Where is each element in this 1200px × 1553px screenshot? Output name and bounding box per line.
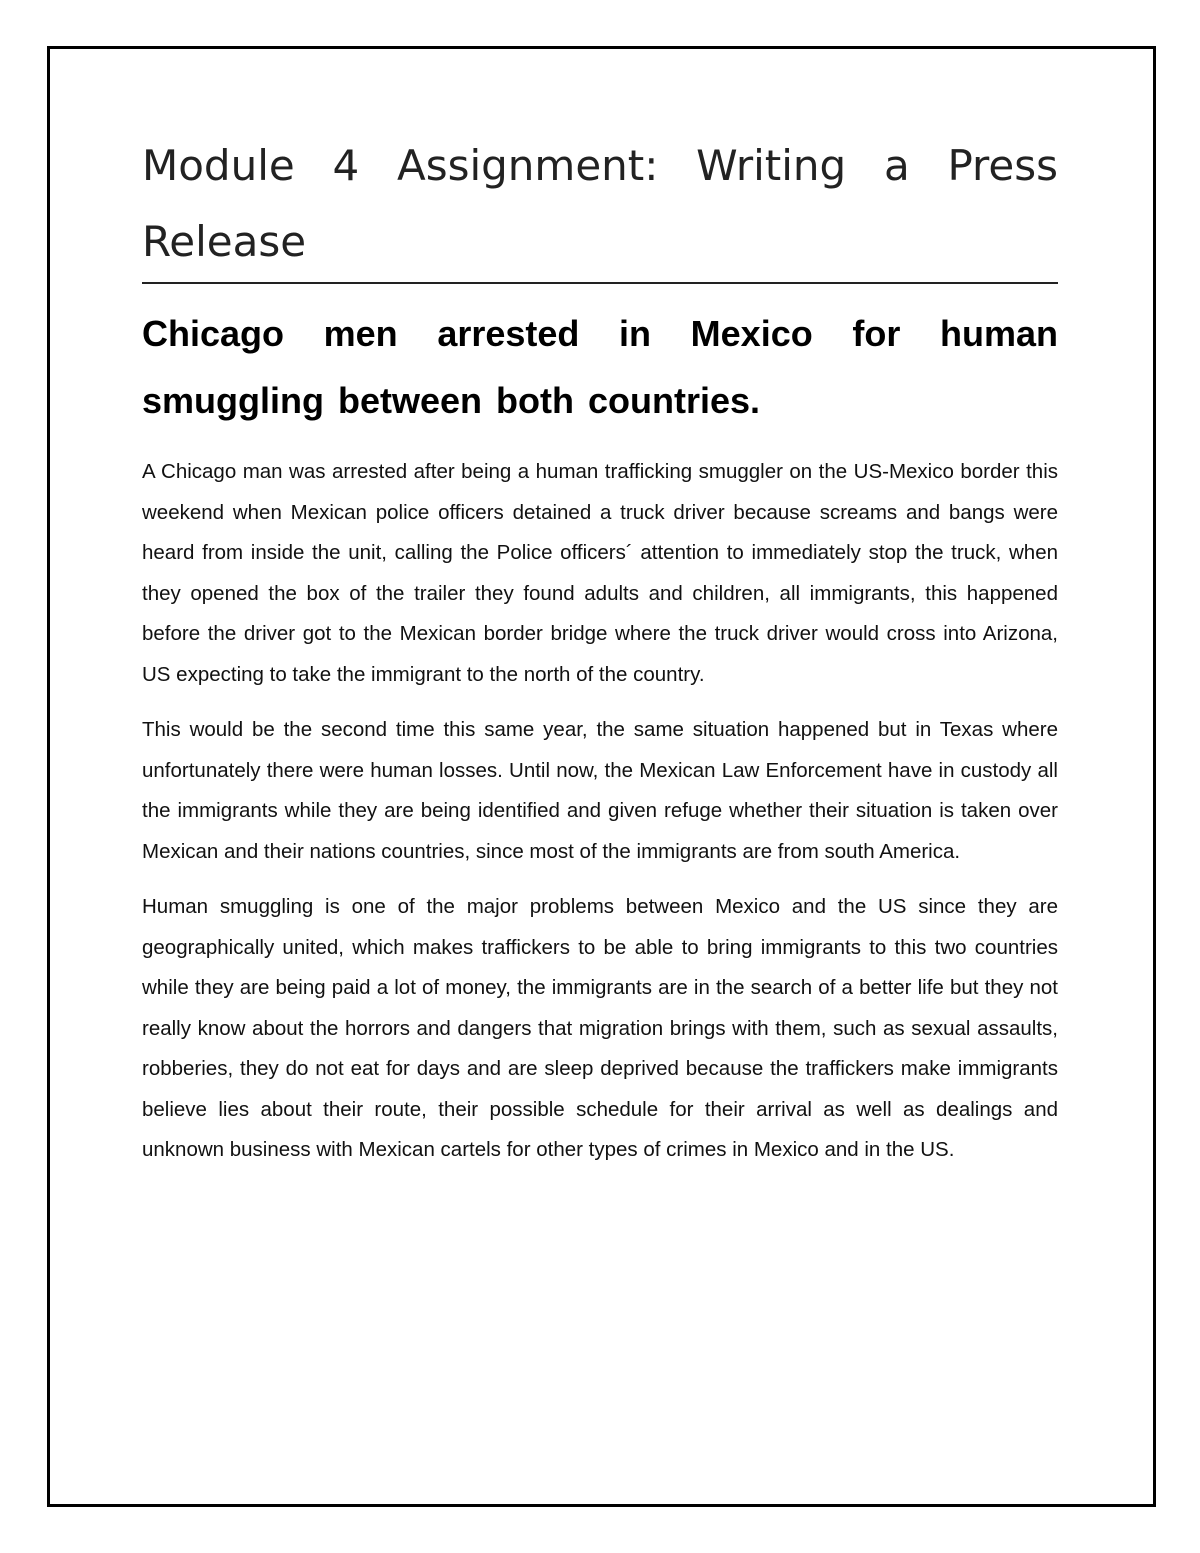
press-release-headline: Chicago men arrested in Mexico for human smuggling between both countries. xyxy=(142,313,1058,421)
paragraph-3: Human smuggling is one of the major problems between Mexico and the US since they are geographically united, which makes traffickers to be able to bring immigrants to this two countries while they are being paid a lot of money, the immigrants are in the search of a better life but they not really know about the horrors and dangers that migration brings with them, such as sexual assaults, robberies, they do not eat for days and are sleep deprived because the traffickers make immigrants believe lies about their route, their possible schedule for their arrival as well as dealings and unknown business with Mexican cartels for other types of crimes in Mexico and in the US. xyxy=(142,895,1058,1161)
paragraph-2: This would be the second time this same year, the same situation happened but in Texas where unfortunately there were human losses. Until now, the Mexican Law Enforcement have in custody all the immigrants while they are being identified and given refuge whether their situation is taken over Mexican and their nations countries, since most of the immigrants are from south America. xyxy=(142,718,1058,863)
paragraph-1: A Chicago man was arrested after being a human trafficking smuggler on the US-Mexico border this weekend when Mexican police officers detained a truck driver because screams and bangs were heard from inside the unit, calling the Police officers´ attention to immediately stop the truck, when they opened the box of the trailer they found adults and children, all immigrants, this happened before the driver got to the Mexican border bridge where the truck driver would cross into Arizona, US expecting to take the immigrant to the north of the country. xyxy=(142,460,1058,686)
document-body xyxy=(142,128,1058,1171)
document-title: Module 4 Assignment: Writing a Press Release xyxy=(142,128,1058,284)
